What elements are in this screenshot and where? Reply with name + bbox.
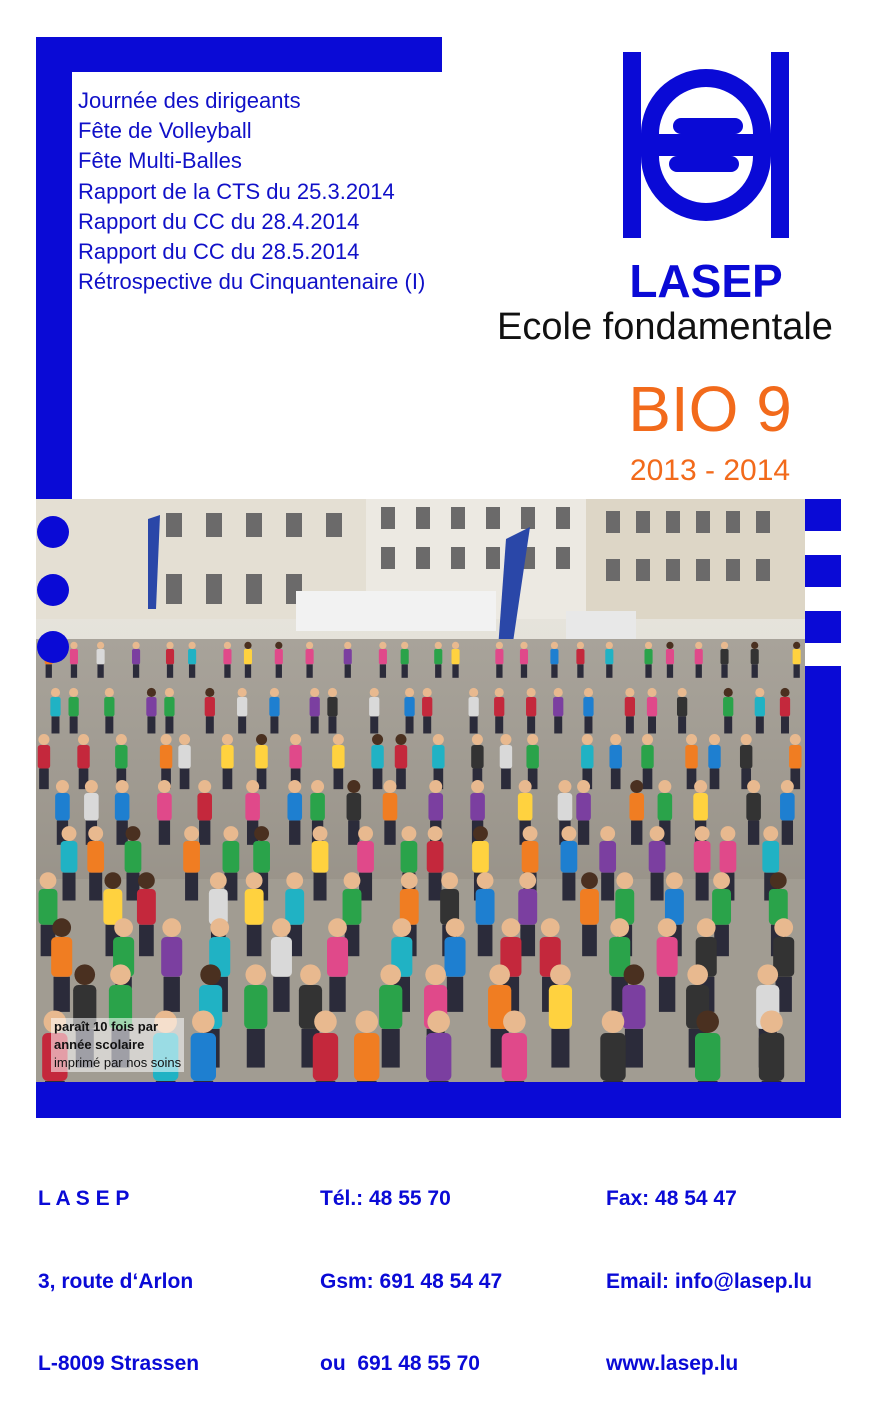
frame-top-bar [36, 37, 442, 72]
caption-printed: imprimé par nos soins [54, 1055, 182, 1070]
lasep-logo-icon [623, 52, 789, 238]
decorative-square [805, 555, 841, 587]
frame-right-bar [805, 666, 841, 1118]
contents-item: Rétrospective du Cinquantenaire (I) [78, 269, 426, 295]
contents-item: Fête de Volleyball [78, 118, 252, 144]
footer-tel: Tél.: 48 55 70 [320, 1187, 451, 1210]
footer-email[interactable]: Email: info@lasep.lu [606, 1269, 813, 1293]
contents-list [78, 86, 425, 297]
photo-caption [51, 1018, 184, 1072]
contents-item: Rapport du CC du 28.5.2014 [78, 239, 360, 265]
footer-city: L-8009 Strassen [38, 1352, 200, 1375]
footer-website[interactable]: www.lasep.lu [606, 1352, 739, 1375]
decorative-dot [37, 516, 69, 548]
decorative-dot [37, 631, 69, 663]
contents-item: Fête Multi-Balles [78, 148, 242, 174]
photo-children-dancing-square-icon [36, 499, 805, 1082]
caption-frequency: paraît 10 fois par [54, 1019, 159, 1034]
frame-left-bar [36, 37, 72, 507]
footer-gsm-alt: ou 691 48 55 70 [320, 1352, 480, 1375]
footer-fax: Fax: 48 54 47 [606, 1187, 737, 1210]
footer-address [38, 1130, 199, 1405]
footer-contact [606, 1130, 812, 1405]
footer-org: L A S E P [38, 1187, 130, 1210]
contents-item: Rapport de la CTS du 25.3.2014 [78, 178, 395, 204]
caption-school-year: année scolaire [54, 1037, 145, 1052]
issue-title: BIO 9 [628, 373, 792, 445]
contents-item: Journée des dirigeants [78, 88, 301, 113]
footer-phones [320, 1130, 502, 1405]
frame-bottom-bar [36, 1082, 841, 1118]
decorative-dot [37, 574, 69, 606]
footer-gsm: Gsm: 691 48 54 47 [320, 1269, 503, 1293]
cover-photo [36, 499, 805, 1082]
decorative-square [805, 499, 841, 531]
issue-year: 2013 - 2014 [629, 454, 791, 487]
footer-street: 3, route d‘Arlon [38, 1269, 194, 1293]
brand-name: LASEP [629, 255, 783, 307]
decorative-square [805, 611, 841, 643]
brand-subtitle: Ecole fondamentale [497, 306, 833, 348]
contents-item: Rapport du CC du 28.4.2014 [78, 208, 360, 234]
